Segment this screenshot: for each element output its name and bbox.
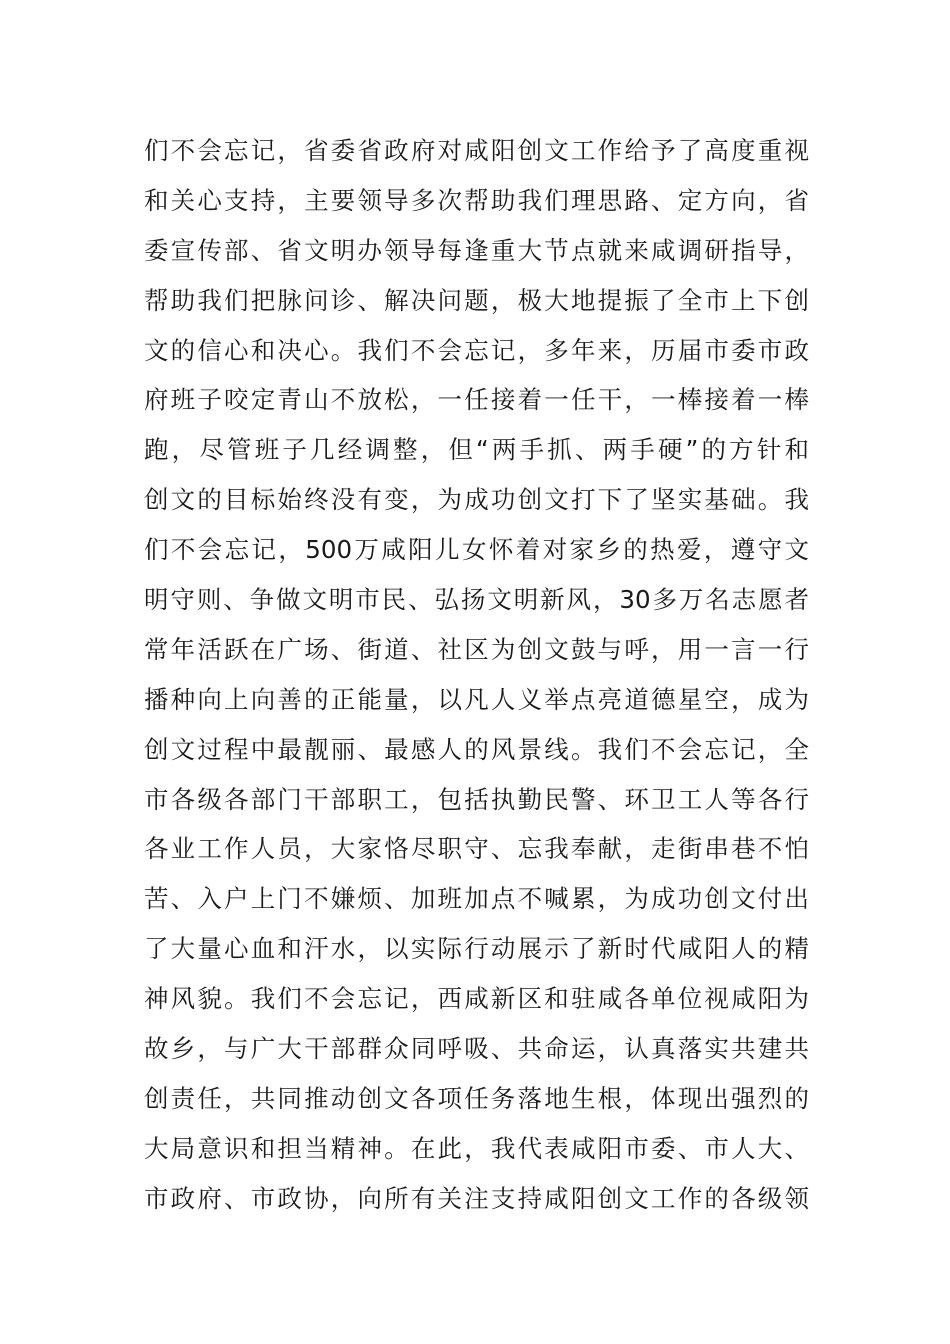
text-line: 苦、入户上门不嫌烦、加班加点不喊累，为成功创文付出 — [144, 884, 809, 914]
text-line: 委宣传部、省文明办领导每逢重大节点就来咸调研指导， — [144, 235, 809, 265]
text-line: 常年活跃在广场、街道、社区为创文鼓与呼，用一言一行 — [144, 634, 809, 664]
text-line: 故乡，与广大干部群众同呼吸、共命运，认真落实共建共 — [144, 1034, 809, 1064]
text-line: 帮助我们把脉问诊、解决问题，极大地提振了全市上下创 — [144, 285, 809, 315]
text-line: 创文过程中最靓丽、最感人的风景线。我们不会忘记，全 — [144, 734, 809, 764]
text-line: 市各级各部门干部职工，包括执勤民警、环卫工人等各行 — [144, 784, 809, 814]
text-line: 神风貌。我们不会忘记，西咸新区和驻咸各单位视咸阳为 — [144, 984, 809, 1014]
body-paragraph — [144, 126, 809, 1224]
text-line: 创文的目标始终没有变，为成功创文打下了坚实基础。我 — [144, 485, 809, 515]
text-line: 和关心支持，主要领导多次帮助我们理思路、定方向，省 — [144, 185, 809, 215]
text-line: 们不会忘记，省委省政府对咸阳创文工作给予了高度重视 — [144, 136, 809, 165]
text-line: 大局意识和担当精神。在此，我代表咸阳市委、市人大、 — [144, 1133, 809, 1163]
text-line: 明守则、争做文明市民、弘扬文明新风，30多万名志愿者 — [144, 585, 809, 615]
text-line: 创责任，共同推动创文各项任务落地生根，体现出强烈的 — [144, 1083, 809, 1113]
text-line: 文的信心和决心。我们不会忘记，多年来，历届市委市政 — [144, 335, 809, 365]
text-line: 了大量心血和汗水，以实际行动展示了新时代咸阳人的精 — [144, 934, 809, 964]
text-line: 府班子咬定青山不放松，一任接着一任干，一棒接着一棒 — [144, 385, 809, 415]
text-line: 们不会忘记，500万咸阳儿女怀着对家乡的热爱，遵守文 — [144, 535, 809, 565]
text-line: 跑，尽管班子几经调整，但“两手抓、两手硬”的方针和 — [144, 435, 809, 465]
text-line: 播种向上向善的正能量，以凡人义举点亮道德星空，成为 — [144, 684, 809, 714]
text-line: 各业工作人员，大家恪尽职守、忘我奉献，走街串巷不怕 — [144, 834, 809, 864]
text-line: 市政府、市政协，向所有关注支持咸阳创文工作的各级领 — [144, 1183, 809, 1213]
